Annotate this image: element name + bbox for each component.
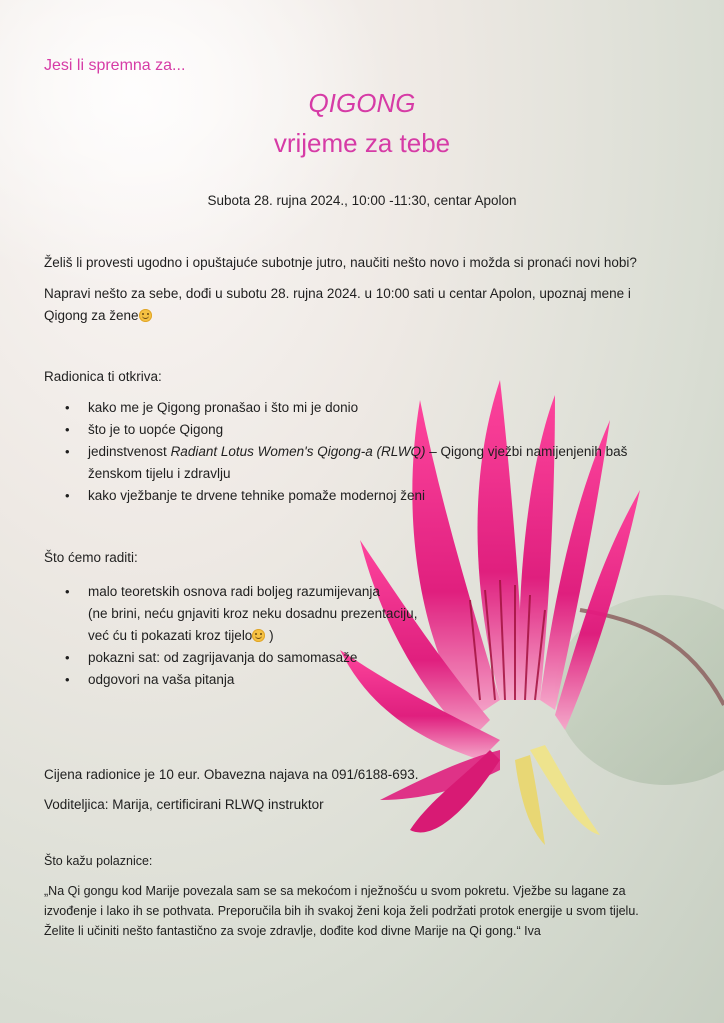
intro-text: Jesi li spremna za... (44, 57, 186, 74)
reveals-list (44, 397, 684, 507)
invite-line-2 (44, 305, 704, 327)
event-date: Subota 28. rujna 2024., 10:00 -11:30, centar Apolon (207, 193, 517, 208)
activities-list (44, 581, 644, 691)
testimonial-line-2: izvođenje i lako ih se pothvata. Preporučila bih ih svakoj ženi koja želi podržati protok energije u svom tijelu. (44, 904, 639, 918)
invite-qigong-text: Qigong za žene (44, 308, 139, 323)
reveals-heading: Radionica ti otkriva: (44, 369, 162, 384)
reveals-item-3-prefix: jedinstvenost (88, 444, 171, 459)
question-paragraph: Želiš li provesti ugodno i opuštajuće subotnje jutro, naučiti nešto novo i možda si pronaći novi hobi? (44, 255, 637, 270)
title-qigong: QIGONG (308, 88, 416, 118)
smiling-face-icon (139, 309, 152, 322)
reveals-item-1: • kako me je Qigong pronašao i što mi je donio (44, 397, 684, 419)
activities-item-1-line-3-end: ) (269, 628, 274, 643)
testimonial-line-1: „Na Qi gongu kod Marije povezala sam se sa mekoćom i nježnošću u svom pokretu. Vježbe su lagane za (44, 884, 626, 898)
activities-item-1-line-2: (ne brini, neću gnjaviti kroz neku dosadnu prezentaciju, (88, 606, 418, 621)
invite-line-1: Napravi nešto za sebe, dođi u subotu 28. rujna 2024. u 10:00 sati u centar Apolon, upoznaj mene i (44, 286, 631, 301)
activities-heading: Što ćemo raditi: (44, 550, 138, 565)
price-info: Cijena radionice je 10 eur. Obavezna najava na 091/6188-693. (44, 767, 419, 782)
reveals-item-4: • kako vježbanje te drvene tehnike pomaže modernoj ženi (44, 485, 684, 507)
leader-info: Voditeljica: Marija, certificirani RLWQ instruktor (44, 797, 324, 812)
testimonial-quote (44, 881, 714, 941)
title-subtitle: vrijeme za tebe (273, 128, 451, 158)
reveals-item-3-continued: ženskom tijelu i zdravlju (88, 466, 231, 481)
invite-paragraph (44, 283, 704, 327)
reveals-item-2: • što je to uopće Qigong (44, 419, 684, 441)
activities-item-3: • odgovori na vaša pitanja (44, 669, 644, 691)
activities-item-2: • pokazni sat: od zagrijavanja do samomasaže (44, 647, 644, 669)
activities-item-1-line-3-text: već ću ti pokazati kroz tijelo (88, 628, 253, 643)
activities-item-1: • malo teoretskih osnova radi boljeg razumijevanja (44, 581, 644, 603)
reveals-item-3-suffix: – Qigong vježbi namijenjenih baš (425, 444, 628, 459)
smiling-face-icon (252, 629, 265, 642)
reveals-item-3 (44, 441, 684, 463)
activities-item-1-line-3 (44, 625, 644, 647)
testimonials-heading: Što kažu polaznice: (44, 854, 153, 868)
testimonial-line-3: Želite li učiniti nešto fantastično za svoje zdravlje, dođite kod divne Marije na Qi gong.“ Iva (44, 924, 541, 938)
reveals-item-3-italic: Radiant Lotus Women's Qigong-a (RLWQ) (170, 444, 426, 459)
